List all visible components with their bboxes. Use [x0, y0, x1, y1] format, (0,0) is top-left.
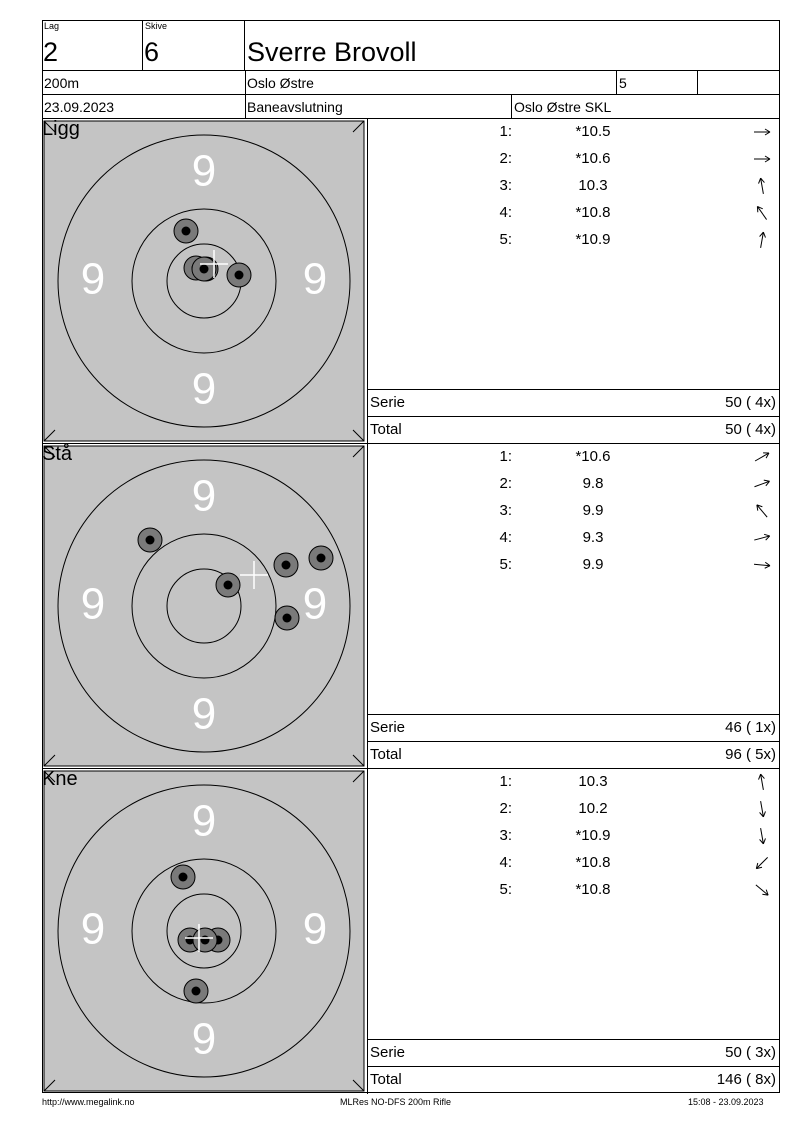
- shot-hole-4: [184, 979, 208, 1003]
- ring-score-label: 9: [191, 364, 217, 414]
- target-image: [43, 770, 365, 1092]
- divider: [245, 71, 246, 94]
- shot-number: 4:: [499, 529, 512, 546]
- direction-arrow-icon: [753, 773, 771, 791]
- shot-value: 9.8: [582, 475, 604, 492]
- divider: [697, 71, 698, 94]
- shot-row: [368, 881, 779, 908]
- shot-number: 1:: [499, 448, 512, 465]
- shot-hole-3: [274, 553, 298, 577]
- shot-hole-4: [227, 263, 251, 287]
- shot-hole-5: [192, 257, 216, 281]
- ring-score-label: 9: [80, 254, 106, 304]
- shot-row: [368, 502, 779, 529]
- target-image: [43, 445, 365, 767]
- shot-value: *10.8: [575, 854, 611, 871]
- shooter-name: Sverre Brovoll: [247, 37, 417, 67]
- divider: [616, 71, 617, 94]
- footer-center: MLRes NO-DFS 200m Rifle: [340, 1097, 452, 1107]
- lag-cell: [42, 20, 143, 70]
- shot-value: *10.9: [575, 827, 611, 844]
- total-row: [368, 416, 779, 444]
- total-row: [368, 741, 779, 769]
- ring-score-label: 9: [191, 689, 217, 739]
- shot-number: 4:: [499, 204, 512, 221]
- section-title: Stå: [42, 443, 73, 465]
- shot-value: *10.6: [575, 448, 611, 465]
- shot-row: [368, 800, 779, 827]
- shot-number: 3:: [499, 827, 512, 844]
- ring-score-label: 9: [302, 254, 328, 304]
- direction-arrow-icon: [753, 854, 771, 872]
- direction-arrow-icon: [753, 556, 771, 574]
- shot-value: 10.3: [578, 773, 608, 790]
- shot-row: [368, 204, 779, 231]
- serie-label: Serie: [370, 1044, 406, 1061]
- total-value: 96 ( 5x): [725, 746, 776, 763]
- footer-left: http://www.megalink.no: [42, 1097, 135, 1107]
- shot-row: [368, 123, 779, 150]
- direction-arrow-icon: [753, 881, 771, 899]
- skive-value: 6: [144, 37, 160, 67]
- header-row-1: [42, 20, 780, 71]
- shot-hole-5: [193, 928, 217, 952]
- footer-right: 15:08 - 23.09.2023: [688, 1097, 764, 1107]
- shot-hole-1: [174, 219, 198, 243]
- shot-row: [368, 231, 779, 258]
- shot-value: 9.3: [582, 529, 604, 546]
- club-name: Oslo Østre: [247, 75, 314, 91]
- direction-arrow-icon: [753, 204, 771, 222]
- shot-number: 5:: [499, 881, 512, 898]
- serie-row: [368, 1039, 779, 1067]
- total-label: Total: [370, 746, 402, 763]
- serie-row: [368, 714, 779, 742]
- range-name: Oslo Østre SKL: [514, 99, 612, 115]
- shot-row: [368, 529, 779, 556]
- shot-number: 3:: [499, 177, 512, 194]
- direction-arrow-icon: [753, 150, 771, 168]
- ring-score-label: 9: [302, 579, 328, 629]
- header-row-2: [42, 71, 780, 95]
- shot-number: 5:: [499, 556, 512, 573]
- shot-row: [368, 854, 779, 881]
- direction-arrow-icon: [753, 177, 771, 195]
- shot-number: 1:: [499, 773, 512, 790]
- lag-value: 2: [43, 37, 59, 67]
- ring-score-label: 9: [191, 146, 217, 196]
- skive-cell: [143, 20, 245, 70]
- ring-score-label: 9: [302, 904, 328, 954]
- shot-number: 5:: [499, 231, 512, 248]
- shot-value: 10.3: [578, 177, 608, 194]
- total-label: Total: [370, 1071, 402, 1088]
- target-image: [43, 120, 365, 442]
- section-1: [42, 119, 780, 444]
- total-value: 146 ( 8x): [716, 1071, 776, 1088]
- direction-arrow-icon: [753, 827, 771, 845]
- event-name: Baneavslutning: [247, 99, 343, 115]
- shot-list-panel: [367, 769, 780, 1094]
- section-2: [42, 444, 780, 769]
- skive-label: Skive: [145, 21, 168, 31]
- shot-value: 10.2: [578, 800, 608, 817]
- ring-score-label: 9: [191, 1014, 217, 1064]
- shot-number: 3:: [499, 502, 512, 519]
- section-title: Ligg: [42, 118, 80, 140]
- section-title: Kne: [42, 768, 78, 790]
- shot-list-panel: [367, 119, 780, 444]
- shot-row: [368, 827, 779, 854]
- shot-value: *10.9: [575, 231, 611, 248]
- serie-label: Serie: [370, 394, 406, 411]
- direction-arrow-icon: [753, 502, 771, 520]
- serie-label: Serie: [370, 719, 406, 736]
- shot-number: 4:: [499, 854, 512, 871]
- shot-list-panel: [367, 444, 780, 769]
- direction-arrow-icon: [753, 123, 771, 141]
- direction-arrow-icon: [753, 529, 771, 547]
- serie-row: [368, 389, 779, 417]
- divider: [511, 95, 512, 118]
- shot-value: *10.8: [575, 204, 611, 221]
- shot-value: *10.5: [575, 123, 611, 140]
- shot-hole-1: [138, 528, 162, 552]
- serie-value: 50 ( 4x): [725, 394, 776, 411]
- shot-number: 2:: [499, 800, 512, 817]
- shot-value: *10.8: [575, 881, 611, 898]
- shot-hole-4: [309, 546, 333, 570]
- shot-hole-2: [216, 573, 240, 597]
- shot-row: [368, 773, 779, 800]
- serie-value: 46 ( 1x): [725, 719, 776, 736]
- shot-number: 2:: [499, 150, 512, 167]
- direction-arrow-icon: [753, 231, 771, 249]
- divider: [245, 95, 246, 118]
- shot-number: 2:: [499, 475, 512, 492]
- total-label: Total: [370, 421, 402, 438]
- ring-score-label: 9: [80, 579, 106, 629]
- shot-value: *10.6: [575, 150, 611, 167]
- ring-score-label: 9: [191, 471, 217, 521]
- ring-score-label: 9: [191, 796, 217, 846]
- direction-arrow-icon: [753, 448, 771, 466]
- direction-arrow-icon: [753, 800, 771, 818]
- serie-value: 50 ( 3x): [725, 1044, 776, 1061]
- distance: 200m: [44, 75, 80, 91]
- field-a: 5: [619, 75, 627, 91]
- shot-hole-5: [275, 606, 299, 630]
- shot-row: [368, 448, 779, 475]
- shot-hole-1: [171, 865, 195, 889]
- shot-value: 9.9: [582, 502, 604, 519]
- date: 23.09.2023: [44, 99, 115, 115]
- shot-value: 9.9: [582, 556, 604, 573]
- shot-number: 1:: [499, 123, 512, 140]
- shot-row: [368, 556, 779, 583]
- total-value: 50 ( 4x): [725, 421, 776, 438]
- shot-row: [368, 475, 779, 502]
- lag-label: Lag: [44, 21, 60, 31]
- shot-row: [368, 177, 779, 204]
- header-row-3: [42, 95, 780, 119]
- ring-score-label: 9: [80, 904, 106, 954]
- direction-arrow-icon: [753, 475, 771, 493]
- shot-row: [368, 150, 779, 177]
- section-3: [42, 769, 780, 1094]
- total-row: [368, 1066, 779, 1094]
